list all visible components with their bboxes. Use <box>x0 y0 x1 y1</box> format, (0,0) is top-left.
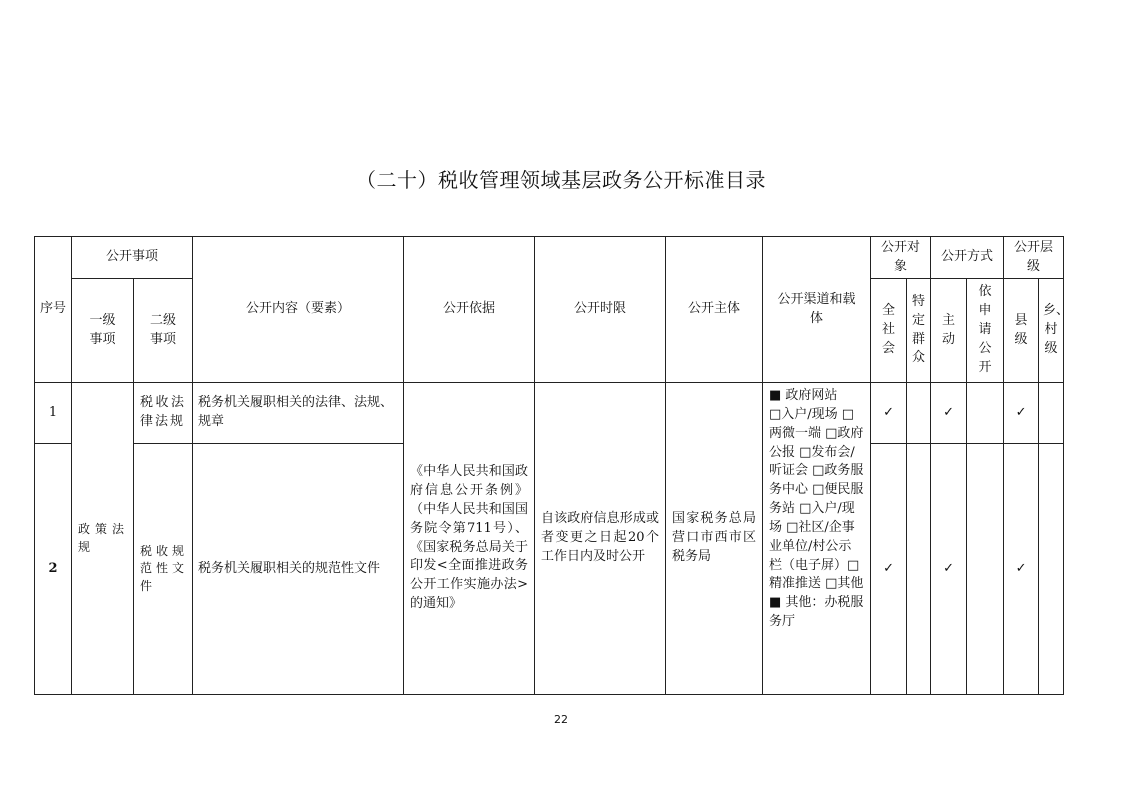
page-title: （二十）税收管理领域基层政务公开标准目录 <box>356 168 766 192</box>
header-method-active: 主动 <box>931 279 967 383</box>
header-method: 公开方式 <box>931 237 1004 279</box>
check-layer-town <box>1039 383 1064 444</box>
header-content: 公开内容（要素） <box>193 237 404 383</box>
channel-other: ■ 其他：办税服务厅 <box>769 595 864 630</box>
header-layer-town: 乡、村级 <box>1039 279 1064 383</box>
channel-options: □入户/现场 □两微一端 □政府公报 □发布会/听证会 □政务服务中心 □便民服务站 □入户/现场 □社区/企事业单位/村公示栏（电子屏）□精准推送 □其他 <box>769 406 864 592</box>
check-object-all: ✓ <box>871 383 907 444</box>
table-row <box>35 383 1064 444</box>
check-method-apply <box>967 383 1004 444</box>
header-layer: 公开层级 <box>1004 237 1064 279</box>
header-channel: 公开渠道和载体 <box>763 237 871 383</box>
row-subject: 国家税务总局营口市西市区税务局 <box>666 383 763 695</box>
row-content: 税务机关履职相关的法律、法规、规章 <box>193 383 404 444</box>
header-object: 公开对象 <box>871 237 931 279</box>
channel-gov-website: ■ 政府网站 <box>769 388 838 403</box>
row-seq: 2 <box>35 444 72 695</box>
row-level2: 税收法律法规 <box>134 383 193 444</box>
check-layer-county: ✓ <box>1004 383 1039 444</box>
check-method-active: ✓ <box>931 444 967 695</box>
check-layer-county: ✓ <box>1004 444 1039 695</box>
header-seq: 序号 <box>35 237 72 383</box>
header-timelimit: 公开时限 <box>535 237 666 383</box>
header-method-apply: 依申请公开 <box>967 279 1004 383</box>
check-object-all: ✓ <box>871 444 907 695</box>
check-layer-town <box>1039 444 1064 695</box>
header-level2: 二级事项 <box>134 279 193 383</box>
catalog-table <box>34 236 1070 695</box>
check-object-specific <box>907 383 931 444</box>
header-basis: 公开依据 <box>404 237 535 383</box>
check-object-specific <box>907 444 931 695</box>
header-object-all: 全社会 <box>871 279 907 383</box>
header-subject: 公开主体 <box>666 237 763 383</box>
row-channel <box>763 383 871 695</box>
row-level2: 税收规范性文件 <box>134 444 193 695</box>
header-level1: 一级事项 <box>72 279 134 383</box>
row-timelimit: 自该政府信息形成或者变更之日起20个工作日内及时公开 <box>535 383 666 695</box>
header-layer-county: 县级 <box>1004 279 1039 383</box>
row-basis: 《中华人民共和国政府信息公开条例》（中华人民共和国国务院令第711号）、《国家税务总局关于印发<全面推进政务公开工作实施办法>的通知》 <box>404 383 535 695</box>
check-method-apply <box>967 444 1004 695</box>
row-content: 税务机关履职相关的规范性文件 <box>193 444 404 695</box>
header-matter: 公开事项 <box>72 237 193 279</box>
page-number: 22 <box>554 713 568 726</box>
row-seq: 1 <box>35 383 72 444</box>
check-method-active: ✓ <box>931 383 967 444</box>
row-level1: 政策法规 <box>72 383 134 695</box>
header-object-specific: 特定群众 <box>907 279 931 383</box>
